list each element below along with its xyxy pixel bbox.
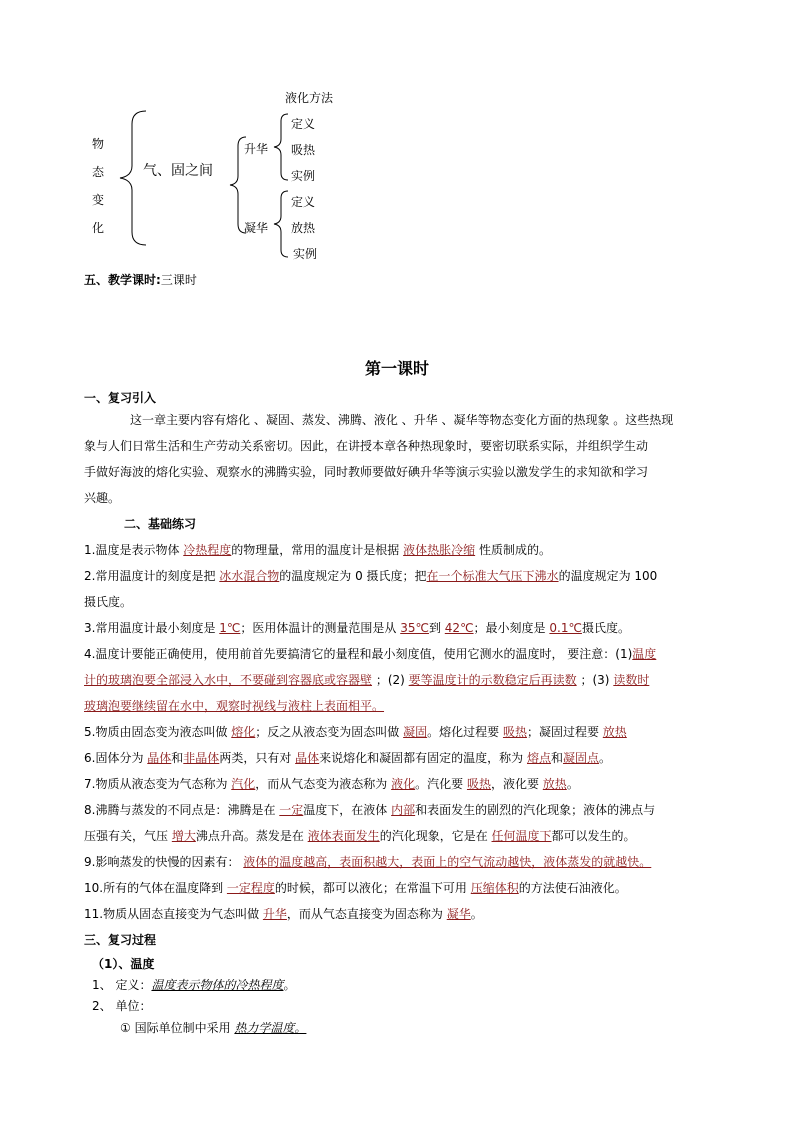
- q7-answer-4: 放热: [542, 777, 567, 791]
- q6-answer-3: 晶体: [295, 751, 320, 765]
- question-2-cont: 摄氏度。: [84, 595, 133, 609]
- group-label: 气、固之间: [143, 163, 213, 179]
- q3-answer-3: 42℃: [444, 621, 474, 635]
- root-char-2: 态: [92, 165, 105, 179]
- q5-answer-1: 熔化: [231, 725, 256, 739]
- q5-answer-2: 凝固: [403, 725, 428, 739]
- q8-answer-2: 内部: [391, 803, 416, 817]
- top-note: 液化方法: [285, 91, 334, 105]
- q4-answer-3-cont: 玻璃泡要继续留在水中，观察时视线与液柱上表面相平: [84, 699, 373, 713]
- q2-answer-2: 在一个标准大气压下沸水: [426, 569, 559, 583]
- brace-branch-1: [272, 113, 290, 181]
- brace-branch-2: [272, 190, 290, 258]
- branch-1-label: 升华: [244, 142, 269, 156]
- q2-text: 的温度规定为 0 摄氏度；把: [279, 569, 427, 583]
- intro-line-3: 手做好海波的熔化实验、观察水的沸腾实验，同时教师要做好碘升华等演示实验以激发学生的求知欲和学习: [84, 465, 649, 479]
- q11-text: 11.物质从固态直接变为气态叫做: [84, 907, 263, 921]
- practice-heading: 二、基础练习: [124, 517, 197, 531]
- question-1: [84, 541, 551, 558]
- q8-answer-4: 液体表面发生: [307, 829, 380, 843]
- item-2-1-label: ① 国际单位制中采用: [120, 1021, 235, 1035]
- question-4-cont-1: [84, 671, 649, 688]
- q4-answer-2: 要等温度计的示数稳定后再读数: [408, 673, 577, 687]
- review-process-heading: 三、复习过程: [84, 933, 157, 947]
- item-1-answer: 温度表示物体的冷热程度: [151, 978, 284, 992]
- section-5-heading: 五、教学课时:: [84, 273, 161, 287]
- q7-text: 。汽化要: [415, 777, 467, 791]
- q8-text: 压强有关，气压: [84, 829, 172, 843]
- q8-text: 沸点升高。蒸发是在: [195, 829, 308, 843]
- q7-text: 7.物质从液态变为气态称为: [84, 777, 232, 791]
- branch-2-item-3: 实例: [293, 247, 318, 261]
- q6-text: 来说熔化和凝固都有固定的温度，称为: [319, 751, 527, 765]
- q7-text: 。: [566, 777, 579, 791]
- lesson-title: 第一课时: [364, 359, 429, 378]
- q3-text: 摄氏度。: [581, 621, 630, 635]
- branch-1-item-3: 实例: [291, 169, 316, 183]
- q3-text: ；医用体温计的测量范围是从: [240, 621, 401, 635]
- q6-text: 和: [171, 751, 184, 765]
- q2-answer-1: 冰水混合物: [219, 569, 280, 583]
- question-5: [84, 723, 627, 740]
- item-1-definition: [92, 976, 295, 993]
- q8-text: 温度下，在液体: [303, 803, 392, 817]
- question-2: [84, 567, 657, 584]
- q5-text: ；反之从液态变为固态叫做: [255, 725, 404, 739]
- q10-text: 10.所有的气体在温度降到: [84, 881, 227, 895]
- question-7: [84, 775, 579, 792]
- q8-text: 都可以发生的。: [551, 829, 636, 843]
- question-4: [84, 645, 656, 662]
- q9-text: 9.影响蒸发的快慢的因素有：: [84, 855, 244, 869]
- question-4-cont-2: [84, 697, 384, 714]
- q4-text: 。: [372, 699, 385, 713]
- q5-text: 5.物质由固态变为液态叫做: [84, 725, 232, 739]
- section-5-value: 三课时: [160, 273, 197, 287]
- q6-text: 和: [551, 751, 564, 765]
- item-2-1-answer: 热力学温度。: [234, 1021, 307, 1035]
- q4-text: 4.温度计要能正确使用，使用前首先要搞清它的量程和最小刻度值，使用它测水的温度时， 要注意：(1): [84, 647, 633, 661]
- root-char-4: 化: [92, 221, 105, 235]
- root-char-1: 物: [92, 137, 105, 151]
- intro-line-1: 这一章主要内容有熔化 、凝固、蒸发、沸腾、液化 、升华 、凝华等物态变化方面的热现象 。这些热现: [130, 413, 674, 427]
- q1-text: 1.温度是表示物体: [84, 543, 184, 557]
- q10-text: 的方法使石油液化。: [518, 881, 627, 895]
- q3-answer-1: 1℃: [219, 621, 241, 635]
- q4-answer-1-cont: 计的玻璃泡要全部浸入水中，不要碰到容器底或容器壁: [84, 673, 373, 687]
- question-3: [84, 619, 630, 636]
- q11-text: ，而从气态直接变为固态称为: [286, 907, 447, 921]
- branch-1-item-1: 定义: [291, 117, 316, 131]
- question-6: [84, 749, 611, 766]
- q2-text: 的温度规定为 100: [558, 569, 658, 583]
- q7-text: ，液化要: [490, 777, 543, 791]
- q7-answer-3: 吸热: [466, 777, 491, 791]
- q7-answer-2: 液化: [391, 777, 416, 791]
- question-8: [84, 801, 655, 818]
- q4-answer-3: 读数时: [613, 673, 650, 687]
- q5-text: ；凝固过程要: [526, 725, 603, 739]
- branch-1-item-2: 吸热: [291, 143, 316, 157]
- q8-answer-3: 增大: [171, 829, 196, 843]
- intro-line-4: 兴趣。: [84, 491, 121, 505]
- q5-text: 。熔化过程要: [427, 725, 503, 739]
- q8-text: 的汽化现象，它是在: [379, 829, 492, 843]
- q4-text: ；(3): [576, 673, 614, 687]
- q8-answer-1: 一定: [279, 803, 304, 817]
- root-char-3: 变: [92, 193, 105, 207]
- q6-text: 。: [599, 751, 612, 765]
- question-8-cont: [84, 827, 636, 844]
- branch-2-label: 凝华: [244, 221, 269, 235]
- q3-answer-4: 0.1℃: [549, 621, 582, 635]
- item-2-unit: 2、 单位：: [92, 999, 152, 1013]
- q7-answer-1: 汽化: [231, 777, 256, 791]
- q4-answer-1: 温度: [632, 647, 657, 661]
- question-9: [84, 853, 651, 870]
- q6-text: 两类，只有对: [219, 751, 296, 765]
- branch-2-item-2: 放热: [291, 221, 316, 235]
- q1-answer-2: 液体热胀冷缩: [403, 543, 476, 557]
- q6-answer-4: 熔点: [526, 751, 551, 765]
- q8-answer-5: 任何温度下: [491, 829, 552, 843]
- review-intro-heading: 一、复习引入: [84, 391, 157, 405]
- q8-text: 和表面发生的剧烈的汽化现象；液体的沸点与: [415, 803, 656, 817]
- q6-answer-1: 晶体: [147, 751, 172, 765]
- question-11: [84, 905, 483, 922]
- q3-text: 3.常用温度计最小刻度是: [84, 621, 220, 635]
- q2-text: 2.常用温度计的刻度是把: [84, 569, 220, 583]
- q10-text: 的时候，都可以液化；在常温下可用: [274, 881, 471, 895]
- q6-answer-2: 非晶体: [183, 751, 220, 765]
- temperature-subheading: （1）、温度: [92, 957, 155, 971]
- q4-text: ；(2): [372, 673, 409, 687]
- q10-answer-1: 一定程度: [226, 881, 275, 895]
- section-5: [84, 271, 197, 288]
- q3-text: ；最小刻度是: [473, 621, 550, 635]
- q1-text: 性质制成的。: [475, 543, 551, 557]
- q5-answer-4: 放热: [602, 725, 627, 739]
- item-1-end: 。: [283, 978, 296, 992]
- branch-2-item-1: 定义: [291, 195, 316, 209]
- q6-text: 6.固体分为: [84, 751, 148, 765]
- q7-text: ，而从气态变为液态称为: [255, 777, 392, 791]
- q9-answer-1: 液体的温度越高，表面积越大，表面上的空气流动越快，液体蒸发的就越快。: [243, 855, 652, 869]
- q3-text: 到: [428, 621, 445, 635]
- q6-answer-5: 凝固点: [563, 751, 600, 765]
- q3-answer-2: 35℃: [400, 621, 429, 635]
- q11-text: 。: [470, 907, 483, 921]
- q11-answer-1: 升华: [262, 907, 287, 921]
- q1-text: 的物理量，常用的温度计是根据: [231, 543, 404, 557]
- intro-line-2: 象与人们日常生活和生产劳动关系密切。因此，在讲授本章各种热现象时，要密切联系实际，并组织学生动: [84, 439, 649, 453]
- q10-answer-2: 压缩体积: [470, 881, 519, 895]
- question-10: [84, 879, 627, 896]
- item-2-1: [120, 1019, 306, 1036]
- item-1-label: 1、 定义：: [92, 978, 152, 992]
- q1-answer-1: 冷热程度: [183, 543, 232, 557]
- q8-text: 8.沸腾与蒸发的不同点是：沸腾是在: [84, 803, 280, 817]
- q5-answer-3: 吸热: [502, 725, 527, 739]
- q11-answer-2: 凝华: [446, 907, 471, 921]
